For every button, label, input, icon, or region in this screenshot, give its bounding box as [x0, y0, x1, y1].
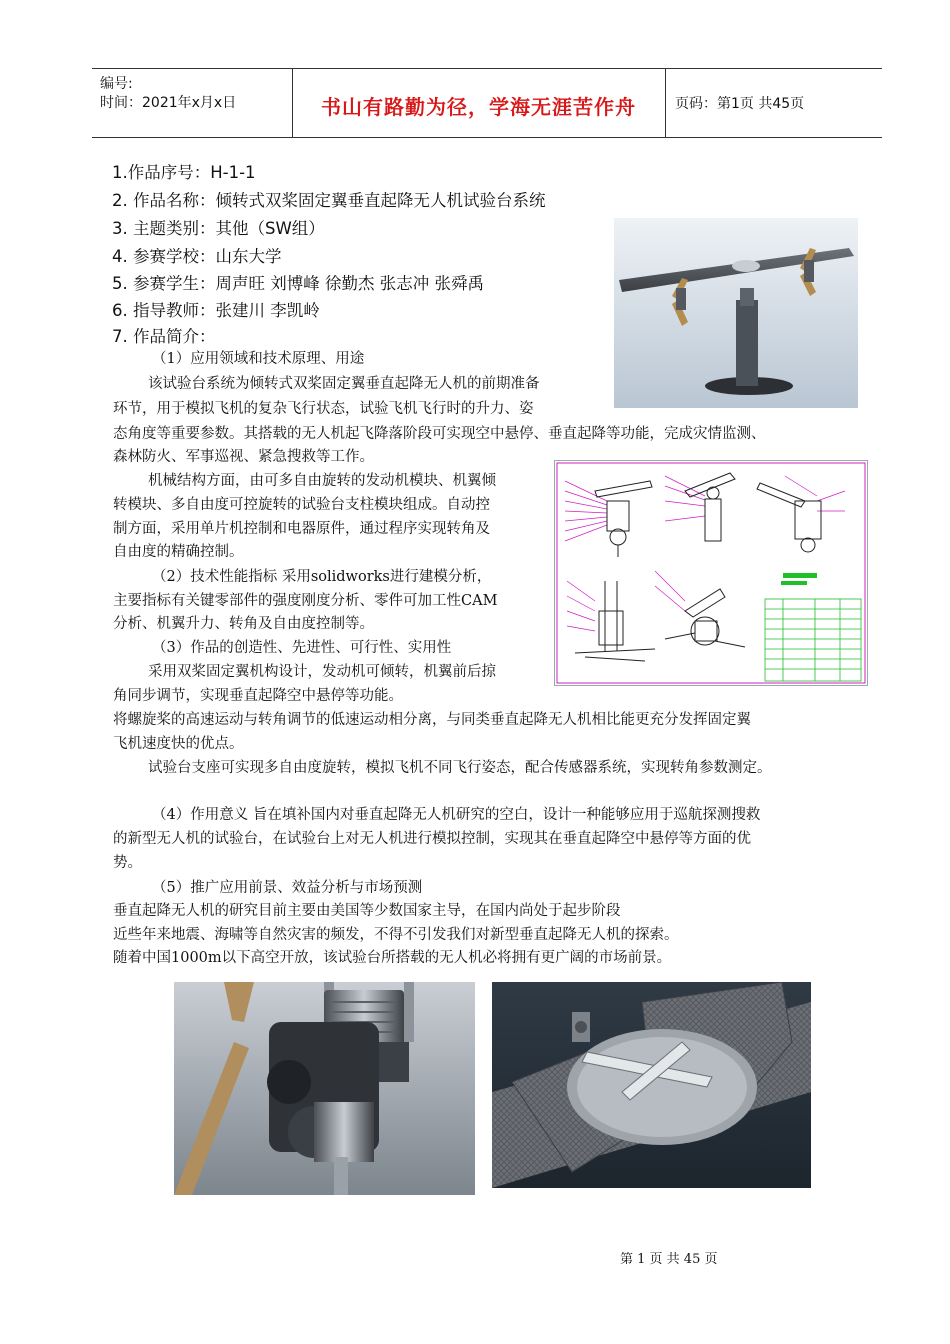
para-5-line-1: 试验台支座可实现多自由度旋转，模拟飞机不同飞行姿态，配合传感器系统，实现转角参数测定。 [148, 760, 772, 776]
para-1-line-4: 森林防火、军事巡视、紧急搜救等工作。 [113, 449, 374, 465]
work-serial: 1.作品序号：H-1-1 [112, 163, 256, 182]
para-4-line-2: 角同步调节，实现垂直起降空中悬停等功能。 [113, 688, 403, 704]
time-label: 时间：2021年x月x日 [100, 95, 237, 111]
para-6-line-3: 随着中国1000m以下高空开放，该试验台所搭载的无人机必将拥有更广阔的市场前景。 [113, 950, 672, 966]
section-5-title: （5）推广应用前景、效益分析与市场预测 [152, 880, 423, 896]
test-rig-render-image [614, 218, 858, 408]
motto-text: 书山有路勤为径，学海无涯苦作舟 [321, 95, 636, 119]
section-1-title: （1）应用领域和技术原理、用途 [152, 351, 365, 367]
section-3-title: （3）作品的创造性、先进性、可行性、实用性 [152, 640, 452, 656]
section-4-line-2: 的新型无人机的试验台，在试验台上对无人机进行模拟控制，实现其在垂直起降空中悬停等方面的优 [113, 831, 751, 847]
para-2-line-4: 自由度的精确控制。 [113, 544, 244, 560]
para-1-line-2: 环节，用于模拟飞机的复杂飞行状态，试验飞机飞行时的升力、姿 [113, 401, 534, 417]
engineering-drawing-image [554, 460, 868, 686]
para-3-line-2: 分析、机翼升力、转角及自由度控制等。 [113, 616, 374, 632]
para-4-line-3: 将螺旋桨的高速运动与转角调节的低速运动相分离，与同类垂直起降无人机相比能更充分发挥固定翼 [113, 712, 751, 728]
para-4-line-1: 采用双桨固定翼机构设计，发动机可倾转，机翼前后掠 [148, 664, 496, 680]
advisors: 6. 指导教师：张建川 李凯岭 [112, 301, 320, 320]
school: 4. 参赛学校：山东大学 [112, 247, 282, 266]
serial-label: 编号: [100, 76, 133, 92]
document-header [92, 68, 882, 138]
para-4-line-4: 飞机速度快的优点。 [113, 736, 244, 752]
section-2-title: （2）技术性能指标 采用solidworks进行建模分析， [152, 569, 492, 585]
header-meta-cell [92, 69, 293, 137]
page-footer: 第 1 页 共 45 页 [620, 1252, 718, 1267]
para-2-line-1: 机械结构方面，由可多自由旋转的发动机模块、机翼倾 [148, 473, 496, 489]
section-4-line-3: 势。 [113, 855, 142, 871]
para-3-line-1: 主要指标有关键零部件的强度刚度分析、零件可加工性CAM [113, 593, 498, 609]
para-2-line-3: 制方面，采用单片机控制和电器原件，通过程序实现转角及 [113, 521, 490, 537]
topic-category: 3. 主题类别：其他（SW组） [112, 219, 325, 238]
work-name: 2. 作品名称：倾转式双桨固定翼垂直起降无人机试验台系统 [112, 191, 546, 210]
wing-pivot-render-image [492, 982, 811, 1188]
engine-module-render-image [174, 982, 475, 1195]
para-6-line-1: 垂直起降无人机的研究目前主要由美国等少数国家主导，在国内尚处于起步阶段 [113, 903, 621, 919]
section-4-line-1: （4）作用意义 旨在填补国内对垂直起降无人机研究的空白，设计一种能够应用于巡航探测搜救 [152, 807, 761, 823]
para-2-line-2: 转模块、多自由度可控旋转的试验台支柱模块组成。自动控 [113, 497, 490, 513]
para-1-line-3: 态角度等重要参数。其搭载的无人机起飞降落阶段可实现空中悬停、垂直起降等功能，完成灾情监测、 [113, 426, 766, 442]
header-page-label: 页码：第1页 共45页 [675, 96, 805, 112]
intro-heading: 7. 作品简介： [112, 327, 216, 346]
para-1-line-1: 该试验台系统为倾转式双桨固定翼垂直起降无人机的前期准备 [148, 376, 540, 392]
header-page-cell [665, 69, 882, 137]
header-motto-cell [292, 69, 666, 137]
para-6-line-2: 近些年来地震、海啸等自然灾害的频发，不得不引发我们对新型垂直起降无人机的探索。 [113, 927, 679, 943]
students: 5. 参赛学生：周声旺 刘博峰 徐勤杰 张志冲 张舜禹 [112, 274, 484, 293]
